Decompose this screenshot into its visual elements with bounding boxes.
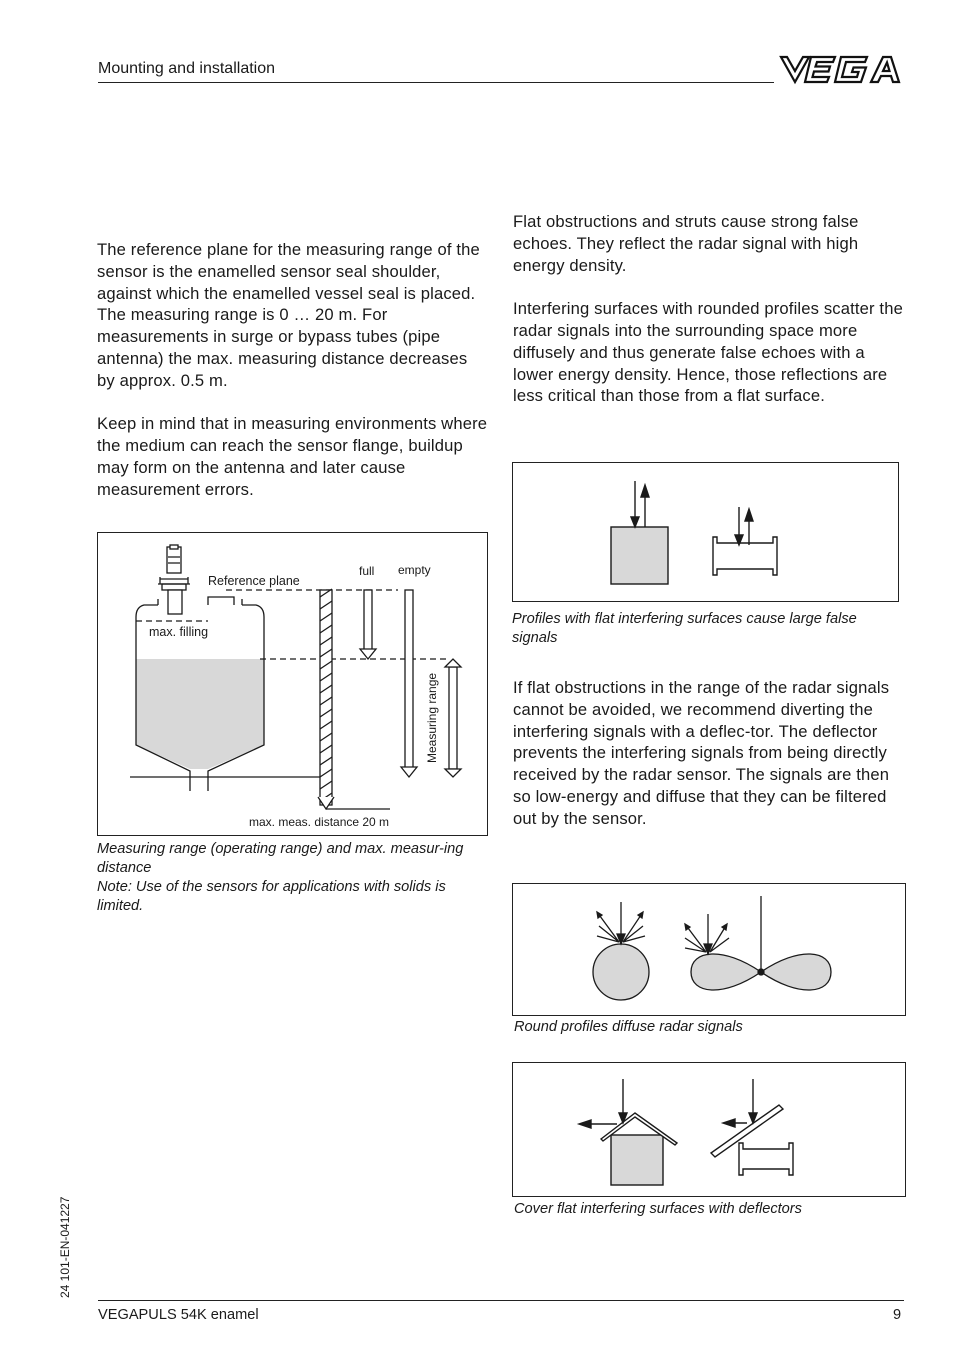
measuring-range-caption <box>97 840 489 916</box>
vega-logo <box>775 49 903 89</box>
paragraph-buildup-warning: Keep in mind that in measuring environments where the medium can reach the sensor flange, buildup may form on the antenna and later cause measurement errors. <box>97 414 488 499</box>
document-number: 24 101-EN-041227 <box>58 1196 72 1298</box>
round-profiles-diagram <box>513 884 905 1015</box>
caption-line-2: Note: Use of the sensors for applications with solids is limited. <box>97 879 446 914</box>
paragraph-rounded-profiles: Interfering surfaces with rounded profiles scatter the radar signals into the surrounding space more diffusely and thus generate false echoes with a lower energy density. Hence, those reflections are less critical than those from a flat surface. <box>513 299 903 406</box>
section-title: Mounting and installation <box>98 60 276 77</box>
round-profiles-caption: Round profiles diffuse radar signals <box>514 1019 743 1035</box>
max-distance-label: max. meas. distance 20 m <box>249 815 390 829</box>
measuring-range-diagram <box>98 533 487 835</box>
footer-rule <box>98 1300 904 1301</box>
round-profiles-figure <box>512 883 906 1016</box>
empty-label: empty <box>398 563 431 577</box>
right-column-text-top <box>513 211 905 429</box>
right-column-text-middle <box>513 677 905 851</box>
max-filling-label: max. filling <box>149 625 209 639</box>
full-label: full <box>359 564 375 578</box>
paragraph-deflector: If flat obstructions in the range of the radar signals cannot be avoided, we recommend diverting the interfering signals with a deflec-tor. The deflector prevents the interfering signals from being directly received by the radar sensor. The signals are then so low-energy and diffuse that they can be filtered out by the sensor. <box>513 678 890 828</box>
left-column-text <box>97 239 489 522</box>
deflector-diagram <box>513 1063 905 1196</box>
measuring-range-label: Measuring range <box>425 672 439 763</box>
deflector-figure <box>512 1062 906 1197</box>
paragraph-flat-obstructions: Flat obstructions and struts cause strong false echoes. They reflect the radar signal with high energy density. <box>513 212 859 275</box>
flat-profiles-diagram <box>513 463 898 601</box>
header-rule <box>98 82 774 83</box>
measuring-range-figure <box>97 532 488 836</box>
paragraph-reference-plane: The reference plane for the measuring range of the sensor is the enamelled sensor seal shoulder, against which the enamelled vessel seal is placed. The measuring range is 0 … 20 m. For measurements in surge or bypass tubes (pipe antenna) the max. measuring distance decreases by approx. 0.5 m. <box>97 240 480 390</box>
flat-profiles-figure <box>512 462 899 602</box>
reference-plane-label: Reference plane <box>208 574 300 588</box>
deflector-caption: Cover flat interfering surfaces with deflectors <box>514 1201 802 1217</box>
page-number: 9 <box>893 1307 902 1323</box>
footer-product-name: VEGAPULS 54K enamel <box>98 1307 259 1323</box>
flat-profiles-caption: Profiles with flat interfering surfaces cause large false signals <box>512 611 857 646</box>
caption-line-1: Measuring range (operating range) and max. measur-ing distance <box>97 841 464 876</box>
